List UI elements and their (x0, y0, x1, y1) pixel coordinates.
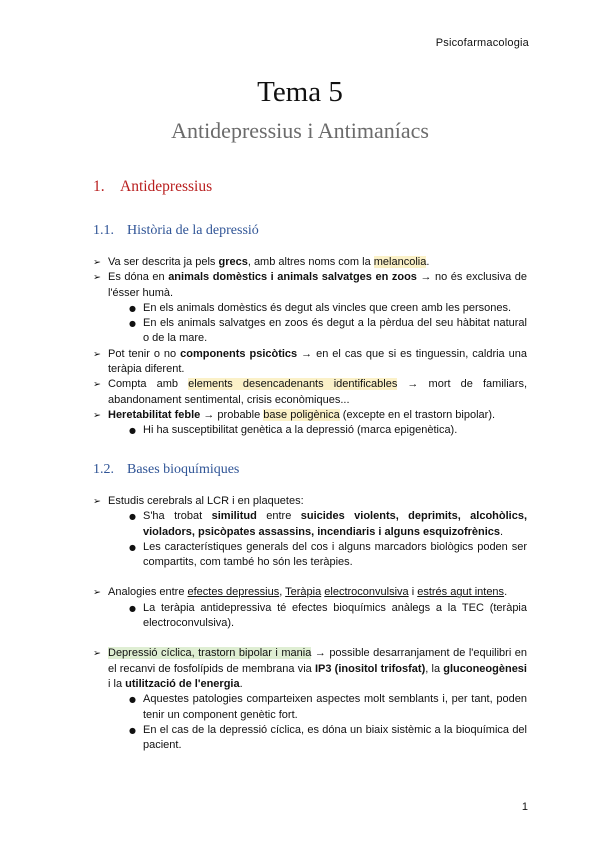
page-number: 1 (521, 801, 528, 813)
sub-bullet-genetic: ● Hi ha susceptibilitat genètica a la depressió (marca epigenètica). (93, 423, 527, 438)
sub-bullet-markers: ● Les característiques generals del cos i alguns marcadors biològics poden ser compartits, com també ho són les teràpies. (93, 540, 527, 571)
bullet-studies: ➢ Estudis cerebrals al LCR i en plaquetes: (93, 494, 527, 509)
sub-bullet-wild: ● En els animals salvatges en zoos és degut a la pèrdua del seu hàbitat natural o de la mare. (93, 316, 527, 347)
subsection-title: Història de la depressió (127, 223, 259, 238)
section-heading-1 (93, 178, 212, 196)
bullet-psychotic: ➢ Pot tenir o no components psicòtics → en el cas que si es tinguessin, caldria una teràpia diferent. (93, 347, 527, 378)
page-subtitle: Antidepressius i Antimaníacs (171, 118, 429, 143)
biochem-bullets (93, 494, 527, 753)
bullet-heritability: ➢ Heretabilitat feble → probable base poligènica (excepte en el trastorn bipolar). (93, 408, 527, 423)
sub-bullet-shared-aspects: ● Aquestes patologies comparteixen aspectes molt semblants i, per tant, poden tenir un component genètic fort. (93, 692, 527, 723)
sub-bullet-similarity: ● S'ha trobat similitud entre suicides violents, deprimits, alcohòlics, violadors, psicòpates assassins, incendiaris i alguns esquizofrènics. (93, 509, 527, 540)
subsection-number: 1.1. (93, 223, 114, 238)
sub-bullet-tec: ● La teràpia antidepressiva té efectes bioquímics anàlegs a la TEC (teràpia electroconvulsiva). (93, 601, 527, 632)
section-number: 1. (93, 178, 105, 195)
course-header: Psicofarmacologia (435, 37, 529, 49)
bullet-greeks: ➢ Va ser descrita ja pels grecs, amb altres noms com la melancolia. (93, 255, 527, 270)
sub-bullet-systemic-bias: ● En el cas de la depressió cíclica, es dóna un biaix sistèmic a la bioquímica del pacient. (93, 723, 527, 754)
page-title: Tema 5 (257, 76, 343, 108)
sub-bullet-domestic: ● En els animals domèstics és degut als vincles que creen amb les persones. (93, 301, 527, 316)
subsection-heading-1-1 (93, 223, 259, 239)
history-bullets (93, 255, 527, 439)
subsection-title: Bases bioquímiques (127, 462, 240, 477)
subsection-number: 1.2. (93, 462, 114, 477)
bullet-triggers: ➢ Compta amb elements desencadenants identificables → mort de familiars, abandonament sentimental, crisis econòmiques... (93, 377, 527, 408)
section-title: Antidepressius (120, 178, 213, 195)
bullet-cyclic: ➢ Depressió cíclica, trastorn bipolar i mania → possible desarranjament de l'equilibri en el recanvi de fosfolípids de membrana via IP3 (inositol trifosfat), la gluconeogènesi i la utilització de l'energia. (93, 646, 527, 692)
subsection-heading-1-2 (93, 462, 239, 478)
bullet-animals: ➢ Es dóna en animals domèstics i animals salvatges en zoos → no és exclusiva de l'ésser humà. (93, 270, 527, 301)
bullet-analogies: ➢ Analogies entre efectes depressius, Teràpia electroconvulsiva i estrés agut intens. (93, 585, 527, 600)
